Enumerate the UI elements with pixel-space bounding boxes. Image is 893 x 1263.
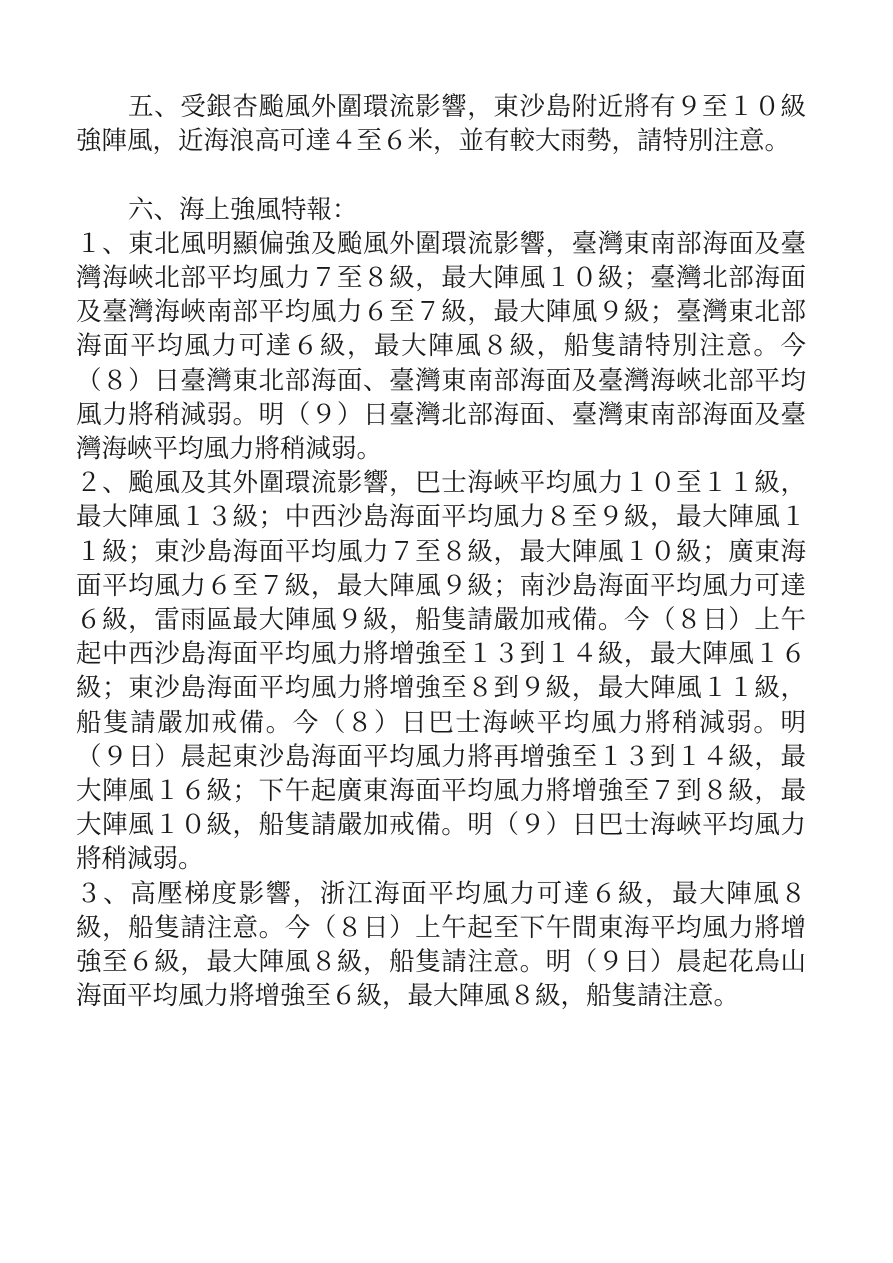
section-6-item-1: １、東北風明顯偏強及颱風外圍環流影響，臺灣東南部海面及臺灣海峽北部平均風力７至８級，最大陣風１０級；臺灣北部海面及臺灣海峽南部平均風力６至７級，最大陣風９級；臺灣東北部海面平均風力可達６級，最大陣風８級，船隻請特別注意。今（８）日臺灣東北部海面、臺灣東南部海面及臺灣海峽北部平均風力將稍減弱。明（９）日臺灣北部海面、臺灣東南部海面及臺灣海峽平均風力將稍減弱。: [76, 228, 806, 465]
section-6-item-3: ３、高壓梯度影響，浙江海面平均風力可達６級，最大陣風８級，船隻請注意。今（８日）上午起至下午間東海平均風力將增強至６級，最大陣風８級，船隻請注意。明（９日）晨起花鳥山海面平均風力將增強至６級，最大陣風８級，船隻請注意。: [76, 878, 806, 1012]
document-body: [76, 90, 806, 1013]
section-6-heading: 六、海上強風特報：: [128, 194, 358, 225]
paragraph-spacer: [76, 158, 806, 192]
section-5-paragraph: 五、受銀杏颱風外圍環流影響，東沙島附近將有９至１０級強陣風，近海浪高可達４至６米，並有較大雨勢，請特別注意。: [76, 92, 806, 157]
section-6-item-2: ２、颱風及其外圍環流影響，巴士海峽平均風力１０至１１級，最大陣風１３級；中西沙島海面平均風力８至９級，最大陣風１１級；東沙島海面平均風力７至８級，最大陣風１０級；廣東海面平均風力６至７級，最大陣風９級；南沙島海面平均風力可達６級，雷雨區最大陣風９級，船隻請嚴加戒備。今（８日）上午起中西沙島海面平均風力將增強至１３到１４級，最大陣風１６級；東沙島海面平均風力將增強至８到９級，最大陣風１１級，船隻請嚴加戒備。今（８）日巴士海峽平均風力將稍減弱。明（９日）晨起東沙島海面平均風力將再增強至１３到１４級，最大陣風１６級；下午起廣東海面平均風力將增強至７到８級，最大陣風１０級，船隻請嚴加戒備。明（９）日巴士海峽平均風力將稍減弱。: [76, 468, 806, 875]
